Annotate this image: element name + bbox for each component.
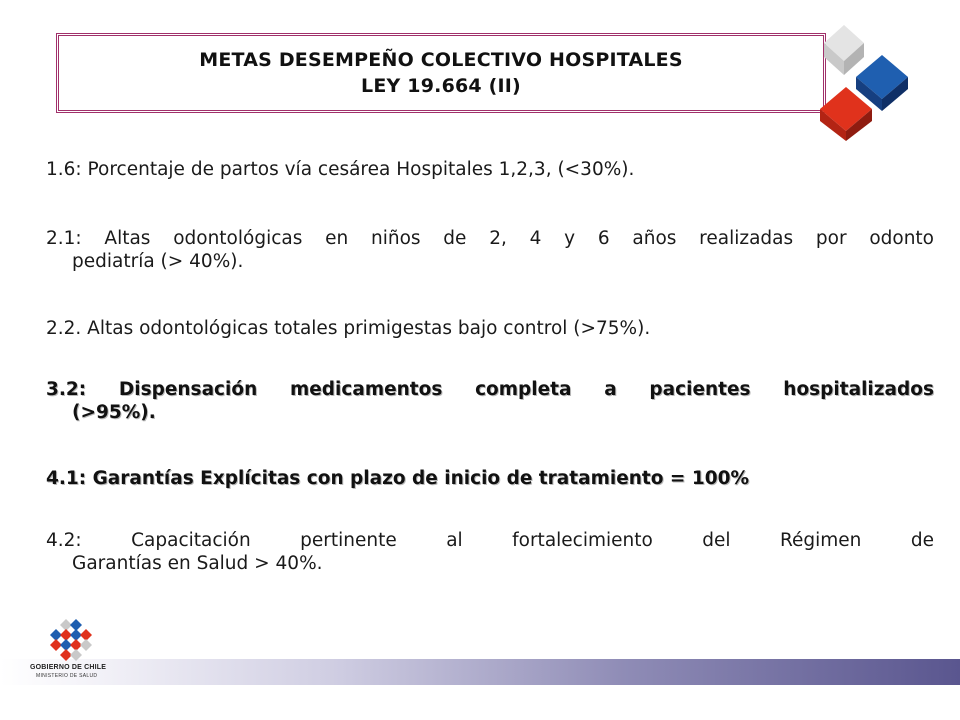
- item-text: 2.2. Altas odontológicas totales primigestas bajo control (>75%).: [46, 318, 651, 339]
- item-text: 4.1: Garantías Explícitas con plazo de inicio de tratamiento = 100%: [46, 468, 750, 489]
- list-item-highlighted: [46, 378, 934, 424]
- item-text-continued: Garantías en Salud > 40%.: [72, 553, 323, 574]
- decorative-cubes-icon: [812, 25, 922, 145]
- list-item: [46, 529, 934, 575]
- list-item-highlighted: [46, 467, 934, 490]
- item-text-continued: (>95%).: [72, 402, 156, 423]
- item-text: 1.6: Porcentaje de partos vía cesárea Hospitales 1,2,3, (<30%).: [46, 159, 635, 180]
- title-box: [56, 33, 826, 113]
- list-item: [46, 317, 934, 340]
- title-line-2: LEY 19.664 (II): [361, 75, 521, 97]
- item-text-continued: pediatría (> 40%).: [72, 251, 244, 272]
- item-text: 2.1: Altas odontológicas en niños de 2, 4 y 6 años realizadas por odonto: [46, 228, 934, 249]
- title-line-1: METAS DESEMPEÑO COLECTIVO HOSPITALES: [199, 49, 683, 71]
- list-item: [46, 158, 934, 181]
- item-text: 3.2: Dispensación medicamentos completa a pacientes hospitalizados: [46, 379, 934, 400]
- logo-text-ministerio: MINISTERIO DE SALUD: [36, 673, 98, 679]
- logo-text-gobierno: GOBIERNO DE CHILE: [30, 664, 107, 671]
- item-text: 4.2: Capacitación pertinente al fortalecimiento del Régimen de: [46, 530, 934, 551]
- list-item: [46, 227, 934, 273]
- footer-gradient-bar: [0, 659, 960, 685]
